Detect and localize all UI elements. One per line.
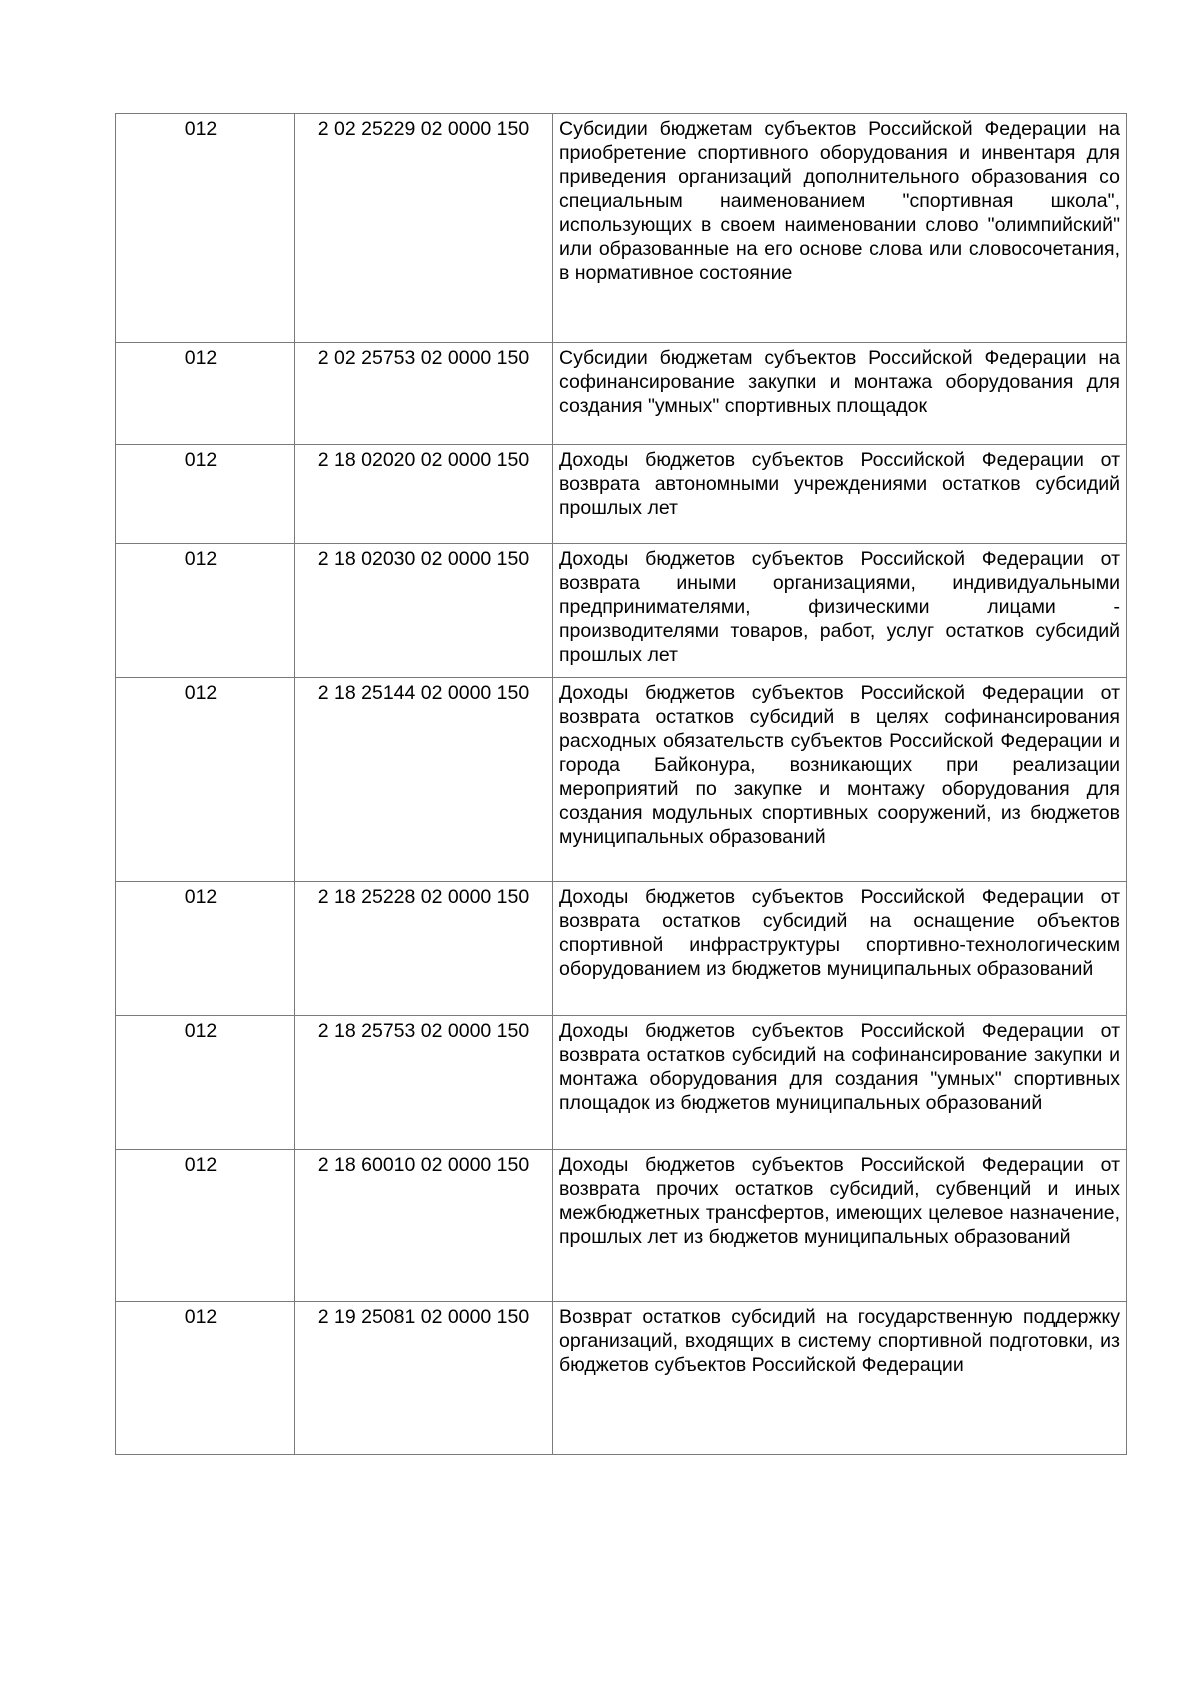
- revenue-name-cell: Субсидии бюджетам субъектов Российской Федерации на софинансирование закупки и монтажа оборудования для создания "умных" спортивных площадок: [553, 343, 1127, 445]
- kbk-code-cell: 2 18 25228 02 0000 150: [295, 882, 553, 1016]
- admin-code-cell: 012: [116, 544, 295, 678]
- admin-code-cell: 012: [116, 678, 295, 882]
- kbk-code-cell: 2 18 02030 02 0000 150: [295, 544, 553, 678]
- table-row: [116, 678, 1127, 882]
- admin-code-cell: 012: [116, 343, 295, 445]
- revenue-name-cell: Доходы бюджетов субъектов Российской Федерации от возврата остатков субсидий в целях софинансирования расходных обязательств субъектов Российской Федерации и города Байконура, возникающих при реализации мероприятий по закупке и монтажу оборудования для создания модульных спортивных сооружений, из бюджетов муниципальных образований: [553, 678, 1127, 882]
- revenue-name-cell: Доходы бюджетов субъектов Российской Федерации от возврата иными организациями, индивидуальными предпринимателями, физическими лицами - производителями товаров, работ, услуг остатков субсидий прошлых лет: [553, 544, 1127, 678]
- revenue-name-cell: Субсидии бюджетам субъектов Российской Федерации на приобретение спортивного оборудования и инвентаря для приведения организаций дополнительного образования со специальным наименованием "спортивная школа", использующих в своем наименовании слово "олимпийский" или образованные на его основе слова или словосочетания, в нормативное состояние: [553, 114, 1127, 343]
- table-row: [116, 114, 1127, 343]
- kbk-code-cell: 2 18 02020 02 0000 150: [295, 445, 553, 544]
- kbk-code-cell: 2 18 25753 02 0000 150: [295, 1016, 553, 1150]
- kbk-code-cell: 2 02 25753 02 0000 150: [295, 343, 553, 445]
- revenue-name-cell: Доходы бюджетов субъектов Российской Федерации от возврата остатков субсидий на софинансирование закупки и монтажа оборудования для создания "умных" спортивных площадок из бюджетов муниципальных образований: [553, 1016, 1127, 1150]
- kbk-code-cell: 2 02 25229 02 0000 150: [295, 114, 553, 343]
- budget-codes-table: [115, 113, 1127, 1455]
- admin-code-cell: 012: [116, 1016, 295, 1150]
- admin-code-cell: 012: [116, 882, 295, 1016]
- table-row: [116, 882, 1127, 1016]
- table-row: [116, 1150, 1127, 1302]
- admin-code-cell: 012: [116, 114, 295, 343]
- kbk-code-cell: 2 18 25144 02 0000 150: [295, 678, 553, 882]
- revenue-name-cell: Возврат остатков субсидий на государственную поддержку организаций, входящих в систему спортивной подготовки, из бюджетов субъектов Российской Федерации: [553, 1302, 1127, 1455]
- admin-code-cell: 012: [116, 1150, 295, 1302]
- table-row: [116, 343, 1127, 445]
- revenue-name-cell: Доходы бюджетов субъектов Российской Федерации от возврата автономными учреждениями остатков субсидий прошлых лет: [553, 445, 1127, 544]
- admin-code-cell: 012: [116, 1302, 295, 1455]
- revenue-name-cell: Доходы бюджетов субъектов Российской Федерации от возврата остатков субсидий на оснащение объектов спортивной инфраструктуры спортивно-технологическим оборудованием из бюджетов муниципальных образований: [553, 882, 1127, 1016]
- kbk-code-cell: 2 19 25081 02 0000 150: [295, 1302, 553, 1455]
- admin-code-cell: 012: [116, 445, 295, 544]
- table-row: [116, 1016, 1127, 1150]
- table-row: [116, 1302, 1127, 1455]
- table-row: [116, 445, 1127, 544]
- table-row: [116, 544, 1127, 678]
- revenue-name-cell: Доходы бюджетов субъектов Российской Федерации от возврата прочих остатков субсидий, субвенций и иных межбюджетных трансфертов, имеющих целевое назначение, прошлых лет из бюджетов муниципальных образований: [553, 1150, 1127, 1302]
- kbk-code-cell: 2 18 60010 02 0000 150: [295, 1150, 553, 1302]
